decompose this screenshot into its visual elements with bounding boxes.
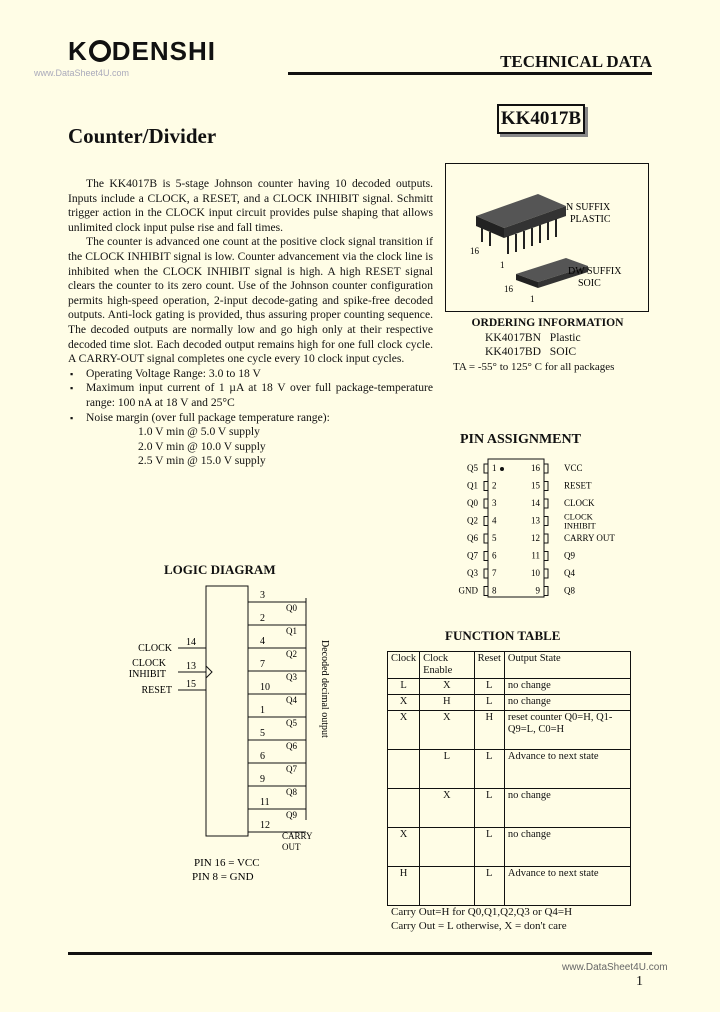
table-cell: X (420, 789, 475, 828)
pin-assignment-diagram (440, 455, 640, 603)
table-row (388, 695, 631, 711)
table-row (388, 750, 631, 789)
table-header-row (388, 652, 631, 679)
noise-margin-3: 2.5 V min @ 15.0 V supply (138, 454, 266, 468)
description (68, 177, 433, 469)
footer-rule (68, 952, 652, 955)
output-name: CARRY (282, 831, 313, 841)
table-cell (420, 867, 475, 906)
brand-prefix: K (68, 36, 88, 66)
pin-stub (544, 499, 548, 508)
watermark-top: www.DataSheet4U.com (34, 68, 130, 78)
table-cell: reset counter Q0=H, Q1-Q9=L, C0=H (504, 711, 630, 750)
table-cell: H (474, 711, 504, 750)
dip-pin16-label: 16 (470, 246, 479, 256)
pin-number-right: 11 (531, 550, 540, 561)
ordering-row-bd: KK4017BD SOIC (485, 345, 577, 359)
pin-name-right: Q9 (564, 550, 575, 561)
table-cell: H (388, 867, 420, 906)
output-name: OUT (282, 842, 301, 852)
table-cell (388, 750, 420, 789)
watermark-bottom: www.DataSheet4U.com (562, 962, 668, 973)
plastic-label: PLASTIC (570, 214, 611, 225)
table-cell (420, 828, 475, 867)
function-table (387, 651, 631, 906)
output-pin-number: 10 (260, 682, 270, 693)
output-pin-number: 9 (260, 774, 265, 785)
input-label: CLOCK (138, 643, 172, 654)
logic-diagram (120, 580, 340, 890)
noise-margin-2: 2.0 V min @ 10.0 V supply (138, 439, 266, 453)
output-name: Q1 (286, 626, 297, 636)
ordering-temp: TA = -55° to 125° C for all packages (453, 360, 615, 373)
table-header-cell: Output State (504, 652, 630, 679)
carry-note-1: Carry Out=H for Q0,Q1,Q2,Q3 or Q4=H (391, 906, 573, 918)
pin-name-left: Q1 (467, 480, 478, 491)
table-cell: X (420, 711, 475, 750)
output-pin-number: 12 (260, 820, 270, 831)
table-cell: no change (504, 695, 630, 711)
pin-number-left: 7 (492, 568, 497, 578)
table-row (388, 679, 631, 695)
table-cell: X (388, 695, 420, 711)
pin-stub (484, 587, 488, 596)
header-rule (288, 72, 652, 75)
soic-label: SOIC (578, 278, 601, 289)
output-pin-number: 5 (260, 728, 265, 739)
pin-name-left: Q7 (467, 550, 478, 561)
output-name: Q8 (286, 787, 297, 797)
output-name: Q4 (286, 695, 297, 705)
dip-pin1-label: 1 (500, 260, 505, 270)
pin-number-right: 10 (531, 568, 540, 578)
table-cell: L (474, 828, 504, 867)
output-pin-number: 4 (260, 636, 265, 647)
pin-number-right: 12 (531, 533, 540, 543)
pin-number-left: 3 (492, 498, 497, 508)
pin-name-right: INHIBIT (564, 520, 596, 531)
feature-list (68, 367, 433, 425)
table-header-cell: Clock (388, 652, 420, 679)
logo-ring-icon (89, 40, 111, 62)
pin-name-right: CARRY OUT (564, 533, 615, 543)
pin-stub (484, 552, 488, 561)
ordering-row-bn: KK4017BN Plastic (485, 330, 581, 344)
table-cell (388, 789, 420, 828)
desc-paragraph-2: The counter is advanced one count at the positive clock signal transition if the CLOCK INHIBIT signal is low. Counter advancement via the clock line is inhibited when the CLOCK INHIBIT signal is high. A high RESET signal clears the counter to its zero count. Use of the Johnson counter configuration permits high-speed operation, 2-input decode-gating and spike-free decoded outputs. Anti-lock gating is provided, thus assuring proper counting sequence. The decoded outputs are normally low and go high only at their respective decoded time slot. Each decoded output remains high for one full clock cycle. A CARRY-OUT signal completes one cycle every 10 clock input cycles. (68, 235, 433, 366)
table-row (388, 828, 631, 867)
function-table-title: FUNCTION TABLE (445, 628, 561, 643)
pin-assignment-title: PIN ASSIGNMENT (460, 432, 581, 447)
output-name: Q7 (286, 764, 297, 774)
pin-name-right: CLOCK (564, 498, 595, 508)
pin-stub (544, 587, 548, 596)
table-cell: Advance to next state (504, 867, 630, 906)
pin-name-left: Q5 (467, 463, 478, 473)
output-pin-number: 2 (260, 613, 265, 624)
pin-stub (484, 464, 488, 473)
pin-stub (544, 517, 548, 526)
pin-name-right: RESET (564, 480, 592, 491)
table-row (388, 711, 631, 750)
table-row (388, 789, 631, 828)
input-label: CLOCK (132, 658, 166, 669)
table-cell: L (474, 750, 504, 789)
table-cell: L (388, 679, 420, 695)
table-cell: X (420, 679, 475, 695)
output-name: Q6 (286, 741, 297, 751)
input-label: RESET (141, 685, 172, 696)
ordering-title: ORDERING INFORMATION (471, 316, 624, 329)
pin-name-left: GND (458, 585, 478, 596)
table-cell: X (388, 828, 420, 867)
dw-suffix-label: DW SUFFIX (568, 266, 622, 277)
table-cell: L (420, 750, 475, 789)
brand-suffix: DENSHI (111, 36, 217, 66)
table-cell: L (474, 679, 504, 695)
decoded-output-label: Decoded decimal output (319, 640, 330, 738)
pin-number-right: 15 (531, 480, 540, 491)
table-cell: L (474, 695, 504, 711)
brand-logo (68, 36, 216, 67)
output-name: Q0 (286, 603, 297, 613)
pin-stub (484, 499, 488, 508)
output-name: Q2 (286, 649, 297, 659)
noise-margin-1: 1.0 V min @ 5.0 V supply (138, 425, 260, 439)
part-number-box: KK4017B (497, 104, 585, 134)
pin-number-right: 16 (531, 463, 540, 473)
output-pin-number: 11 (260, 797, 270, 808)
input-pin-number: 14 (186, 637, 196, 648)
pin-name-left: Q0 (467, 498, 478, 508)
pin-number-left: 8 (492, 585, 497, 596)
pin-number-left: 2 (492, 480, 497, 491)
soic-pin16-label: 16 (504, 284, 513, 294)
output-name: Q9 (286, 810, 297, 820)
input-label: INHIBIT (128, 669, 166, 680)
n-suffix-label: N SUFFIX (566, 202, 611, 213)
feature-item: ▪ Maximum input current of 1 µA at 18 V over full package-temperature range: 100 nA at 18 V and 25°C (86, 381, 433, 410)
pin-name-right: Q4 (564, 568, 575, 578)
soic-pin1-label: 1 (530, 294, 535, 304)
pin-stub (544, 552, 548, 561)
doc-type: TECHNICAL DATA (500, 52, 652, 71)
pin-stub (544, 534, 548, 543)
pin-number-left: 1 (492, 463, 497, 473)
pin-name-left: Q2 (467, 515, 478, 526)
pin8-note: PIN 8 = GND (192, 871, 254, 883)
feature-item: ▪ Noise margin (over full package temperature range): (86, 411, 433, 426)
output-pin-number: 3 (260, 590, 265, 601)
pin16-note: PIN 16 = VCC (194, 857, 260, 869)
table-cell: X (388, 711, 420, 750)
dip-chip-icon (476, 194, 566, 254)
desc-paragraph-1: The KK4017B is 5-stage Johnson counter having 10 decoded outputs. Inputs include a CLOCK, a RESET, and a CLOCK INHIBIT signal. Schmitt trigger action in the CLOCK input circuit provides pulse shaping that allows unlimited clock input pulse rise and fall times. (68, 177, 433, 234)
table-cell: L (474, 867, 504, 906)
table-cell: no change (504, 679, 630, 695)
input-pin-number: 15 (186, 679, 196, 690)
logic-diagram-title: LOGIC DIAGRAM (164, 562, 276, 577)
output-name: Q5 (286, 718, 297, 728)
pin-number-left: 6 (492, 550, 497, 561)
pin-number-right: 9 (535, 585, 540, 596)
pin-stub (544, 464, 548, 473)
pin-name-left: Q6 (467, 533, 478, 543)
package-box (445, 163, 649, 312)
table-cell: H (420, 695, 475, 711)
pin-stub (544, 482, 548, 491)
pin-stub (484, 517, 488, 526)
output-pin-number: 6 (260, 751, 265, 762)
pin-name-right: Q8 (564, 585, 575, 596)
feature-item: ▪ Operating Voltage Range: 3.0 to 18 V (86, 367, 433, 382)
pin-stub (484, 534, 488, 543)
output-pin-number: 1 (260, 705, 265, 716)
page-title: Counter/Divider (68, 124, 217, 148)
pin-number-left: 5 (492, 533, 497, 543)
function-notes (391, 905, 572, 933)
input-pin-number: 13 (186, 661, 196, 672)
package-illustration (446, 164, 648, 311)
ordering-info (445, 316, 650, 374)
page-number: 1 (636, 974, 643, 989)
pin-stub (484, 569, 488, 578)
pin-number-left: 4 (492, 515, 497, 526)
output-name: Q3 (286, 672, 297, 682)
table-cell: no change (504, 828, 630, 867)
pin-name-right: VCC (564, 463, 583, 473)
pin-number-right: 13 (531, 515, 540, 526)
pin-name-left: Q3 (467, 568, 478, 578)
pin-stub (544, 569, 548, 578)
table-header-cell: Clock Enable (420, 652, 475, 679)
table-cell: no change (504, 789, 630, 828)
table-cell: Advance to next state (504, 750, 630, 789)
pin-number-right: 14 (531, 498, 540, 508)
table-header-cell: Reset (474, 652, 504, 679)
table-row (388, 867, 631, 906)
carry-note-2: Carry Out = L otherwise, X = don't care (391, 920, 567, 932)
table-cell: L (474, 789, 504, 828)
output-pin-number: 7 (260, 659, 265, 670)
pin-stub (484, 482, 488, 491)
pin-name-right: CLOCK (564, 511, 593, 522)
